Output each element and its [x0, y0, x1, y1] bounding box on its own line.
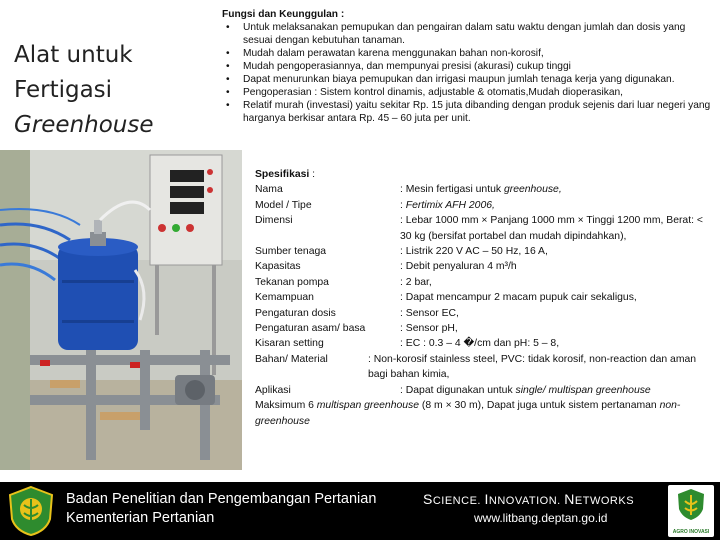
title-line-3: Greenhouse	[14, 112, 154, 138]
spec-value	[400, 198, 715, 213]
spec-row	[255, 244, 715, 259]
spec-value: : Non-korosif stainless steel, PVC: tidak korosif, non-reaction dan aman bagi bahan kimia,	[368, 353, 697, 381]
org-name-line-2: Kementerian Pertanian	[66, 510, 215, 526]
spec-value-text: : Mesin fertigasi untuk	[400, 184, 504, 196]
tagline-part: CIENCE.	[432, 495, 485, 507]
spec-row	[255, 290, 715, 305]
feature-item: • Relatif murah (investasi) yaitu sekitar Rp. 15 juta dibanding dengan produk sejenis dari luar negeri yang harganya berkisar antara Rp. 45 – 60 juta per unit.	[222, 99, 717, 125]
agro-inovasi-logo-icon	[668, 485, 714, 537]
title-line-1: Alat untuk	[14, 42, 133, 68]
feature-item: • Pengoperasian : Sistem kontrol dinamis, adjustable & otomatis,Mudah dioperasikan,	[222, 86, 717, 99]
feature-item: • Mudah dalam perawatan karena menggunakan bahan non-korosif,	[222, 47, 717, 60]
spec-text: Maksimum 6	[255, 400, 317, 412]
spec-heading-line	[255, 167, 715, 182]
spec-value: : Sensor EC,	[400, 307, 459, 319]
spec-value-italic: Fertimix AFH 2006,	[405, 199, 495, 211]
spec-value-italic: greenhouse,	[503, 184, 562, 196]
spec-value: : Debit penyaluran 4 m³/h	[400, 261, 517, 273]
spec-row-nama	[255, 182, 715, 197]
tagline-part: I	[484, 491, 489, 507]
spec-label: Nama	[255, 184, 283, 196]
website-url[interactable]: www.litbang.deptan.go.id	[474, 511, 608, 525]
spec-row-model	[255, 198, 715, 213]
features-section	[222, 8, 717, 125]
features-heading: Fungsi dan Keunggulan :	[222, 9, 345, 20]
slide-title	[14, 38, 204, 143]
spec-label: Kemampuan	[255, 292, 314, 304]
feature-item: • Untuk melaksanakan pemupukan dan pengairan dalam satu waktu dengan jumlah dan dosis yang sesuai dengan kebutuhan tanaman.	[222, 21, 717, 47]
tagline	[423, 491, 634, 507]
tagline-part: NNOVATION.	[488, 495, 565, 507]
spec-heading-suffix: :	[309, 169, 316, 180]
spec-label: Aplikasi	[255, 384, 291, 396]
ministry-logo-icon	[6, 485, 56, 537]
spec-label: Pengaturan asam/ basa	[255, 323, 366, 335]
spec-label: Bahan/ Material	[255, 353, 328, 365]
footer-bar	[0, 482, 720, 540]
tagline-part: S	[423, 491, 433, 507]
spec-row	[255, 275, 715, 290]
title-line-2: Fertigasi	[14, 77, 113, 103]
spec-label: Pengaturan dosis	[255, 307, 336, 319]
spec-value-text: :	[400, 199, 406, 211]
spec-label: Sumber tenaga	[255, 246, 327, 258]
spec-label: Kapasitas	[255, 261, 301, 273]
spec-row	[255, 259, 715, 274]
spec-value: : Listrik 220 V AC – 50 Hz, 16 A,	[400, 246, 548, 258]
feature-item: • Mudah pengoperasiannya, dan mempunyai presisi (akurasi) cukup tinggi	[222, 60, 717, 73]
spec-label: Tekanan pompa	[255, 276, 329, 288]
spec-row	[255, 321, 715, 336]
spec-value: : Sensor pH,	[400, 323, 458, 335]
specifications-section	[255, 167, 715, 429]
spec-value	[400, 182, 715, 197]
spec-value	[400, 383, 715, 398]
spec-text-italic: non-greenhouse	[255, 400, 681, 427]
features-list	[222, 21, 717, 125]
spec-label: Dimensi	[255, 215, 293, 227]
org-name-line-1: Badan Penelitian dan Pengembangan Pertanian	[66, 491, 377, 507]
spec-maksimum-paragraph	[255, 398, 715, 429]
spec-label: Model / Tipe	[255, 199, 312, 211]
agro-inovasi-logo-text: AGRO INOVASI	[672, 529, 710, 535]
tagline-part: ETWORKS	[574, 495, 635, 507]
spec-row-aplikasi	[255, 383, 715, 398]
spec-row	[255, 306, 715, 321]
spec-value: : Lebar 1000 mm × Panjang 1000 mm × Tinggi 1200 mm, Berat: < 30 kg (bersifat portabel dan mudah dipindahkan),	[400, 215, 703, 242]
fertigation-machine-photo	[0, 150, 242, 470]
spec-heading: Spesifikasi	[255, 169, 310, 180]
spec-label: Kisaran setting	[255, 338, 324, 350]
spec-text: (8 m × 30 m), Dapat juga untuk sistem pertanaman	[419, 400, 660, 412]
spec-value: : 2 bar,	[400, 276, 432, 288]
spec-value-italic: single/ multispan greenhouse	[515, 384, 651, 396]
feature-item: • Dapat menurunkan biaya pemupukan dan irrigasi maupun jumlah tenaga kerja yang digunakan.	[222, 73, 717, 86]
spec-value: : Dapat mencampur 2 macam pupuk cair sekaligus,	[400, 292, 637, 304]
spec-row	[255, 352, 715, 383]
spec-value-text: : Dapat digunakan untuk	[400, 384, 516, 396]
spec-text-italic: multispan greenhouse	[316, 400, 420, 412]
spec-row-dimensi	[255, 213, 715, 244]
tagline-part: N	[564, 491, 575, 507]
spec-row	[255, 336, 715, 351]
spec-value: : EC : 0.3 – 4 �/cm dan pH: 5 – 8,	[400, 338, 560, 350]
